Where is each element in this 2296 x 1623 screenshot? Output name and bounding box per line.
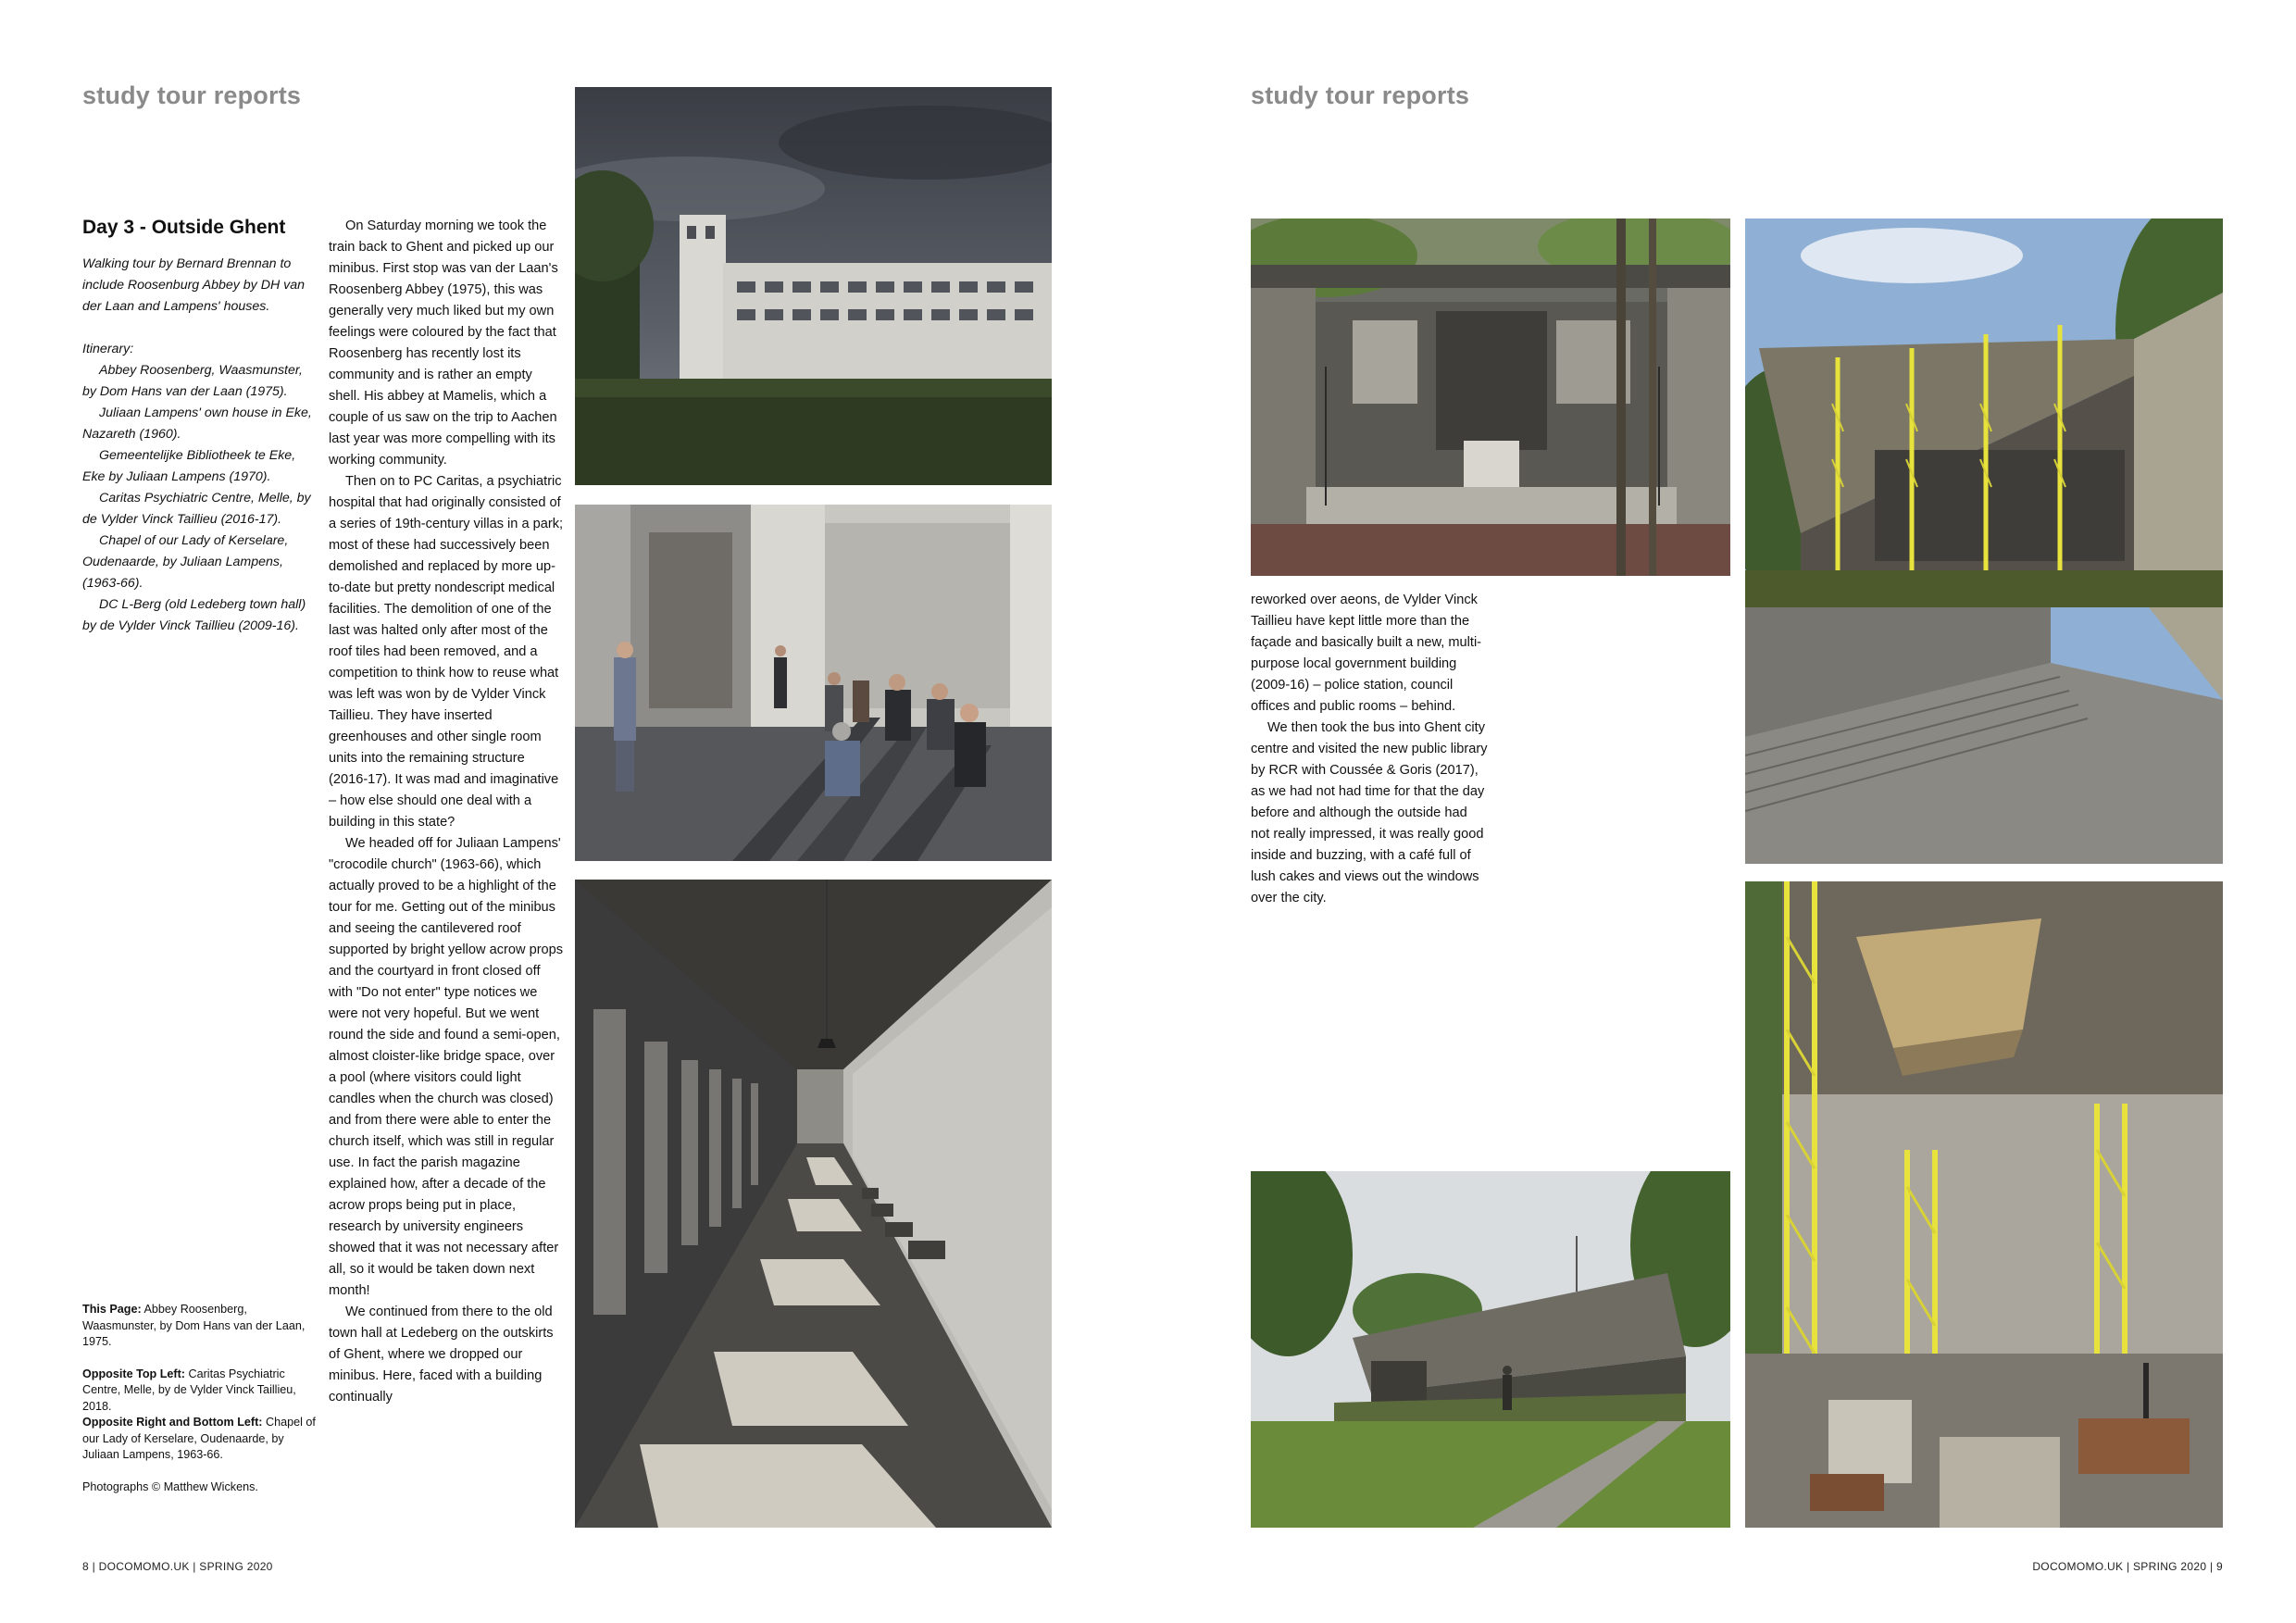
kerselare-exterior-photo	[1745, 218, 2223, 864]
abbey-chapel-group-photo	[575, 505, 1052, 861]
caption-text: Chapel of our Lady of Kerselare, Oudenaarde, by Juliaan Lampens, 1963-66.	[82, 1416, 316, 1461]
section-header-right: study tour reports	[1251, 81, 1470, 109]
intro-block	[82, 254, 316, 637]
body-paragraph: Then on to PC Caritas, a psychiatric hospital that had originally consisted of a series of 19th-century villas in a park; most of these had successively been demolished and replaced by more up-to-date but pretty nondescript medical facilities. The demolition of one of the last was halted only after most of the roof tiles had been removed, and a competition to think how to reuse what was left was won by de Vylder Vinck Taillieu. They have inserted greenhouses and other single room units into the remaining structure (2016-17). It was mad and imaginative – how else should one deal with a building in this state?	[329, 474, 564, 830]
body-column-right	[1251, 590, 1490, 909]
body-paragraph: We continued from there to the old town hall at Ledeberg on the outskirts of Ghent, where we dropped our minibus. Here, faced with a building continually	[329, 1305, 554, 1405]
itinerary-item: Chapel of our Lady of Kerselare, Oudenaarde, by Juliaan Lampens, (1963-66).	[82, 533, 289, 591]
itinerary-item: Juliaan Lampens' own house in Eke, Nazareth (1960).	[82, 406, 312, 442]
kerselare-interior-photo	[1745, 881, 2223, 1528]
photo-credit: Photographs © Matthew Wickens.	[82, 1479, 258, 1493]
itinerary-item: Gemeentelijke Bibliotheek te Eke, Eke by Juliaan Lampens (1970).	[82, 448, 296, 484]
caption-label: Opposite Top Left:	[82, 1367, 185, 1380]
abbey-corridor-photo	[575, 880, 1052, 1528]
caption-text: Caritas Psychiatric Centre, Melle, by de Vylder Vinck Taillieu, 2018.	[82, 1367, 296, 1413]
folio-left: 8 | DOCOMOMO.UK | SPRING 2020	[82, 1560, 273, 1573]
folio-right: DOCOMOMO.UK | SPRING 2020 | 9	[2032, 1560, 2223, 1573]
section-header-left: study tour reports	[82, 81, 302, 109]
intro-text: Walking tour by Bernard Brennan to include Roosenburg Abbey by DH van der Laan and Lampens' houses.	[82, 256, 306, 314]
itinerary-item: Abbey Roosenberg, Waasmunster, by Dom Hans van der Laan (1975).	[82, 363, 303, 399]
itinerary-label: Itinerary:	[82, 342, 134, 356]
caption-text: Abbey Roosenberg, Waasmunster, by Dom Hans van der Laan, 1975.	[82, 1303, 306, 1348]
body-paragraph: We then took the bus into Ghent city centre and visited the new public library by RCR with Coussée & Goris (2017), as we had not had time for that the day before and although the outside had not really impressed, it was really good inside and buzzing, with a café full of lush cakes and views out the windows over the city.	[1251, 720, 1488, 905]
abbey-exterior-photo	[575, 87, 1052, 485]
photo-captions	[82, 1302, 323, 1495]
kerselare-garden-photo	[1251, 1171, 1730, 1528]
body-paragraph: We headed off for Juliaan Lampens' "crocodile church" (1963-66), which actually proved to be a highlight of the tour for me. Getting out of the minibus and seeing the cantilevered roof supported by bright yellow acrow props and the courtyard in front closed off with "Do not enter" type notices we were not very hopeful. But we went round the side and found a semi-open, almost cloister-like bridge space, over a pool (where visitors could light candles when the church was closed) and from there were able to enter the church itself, which was still in regular use. In fact the parish magazine explained how, after a decade of the acrow props being put in place, research by university engineers showed that it was not necessary after all, so it would be taken down next month!	[329, 836, 564, 1298]
itinerary-item: Caritas Psychiatric Centre, Melle, by de Vylder Vinck Taillieu (2016-17).	[82, 491, 311, 527]
body-column-left	[329, 216, 565, 1408]
itinerary-item: DC L-Berg (old Ledeberg town hall) by de Vylder Vinck Taillieu (2009-16).	[82, 597, 306, 633]
article-title: Day 3 - Outside Ghent	[82, 217, 286, 238]
body-paragraph: reworked over aeons, de Vylder Vinck Taillieu have kept little more than the façade and basically built a new, multi-purpose local government building (2009-16) – police station, council offices and public rooms – behind.	[1251, 593, 1482, 714]
caption-label: Opposite Right and Bottom Left:	[82, 1416, 263, 1429]
caritas-greenhouse-photo	[1251, 218, 1730, 576]
caption-label: This Page:	[82, 1303, 142, 1316]
body-paragraph: On Saturday morning we took the train back to Ghent and picked up our minibus. First stop was van der Laan's Roosenberg Abbey (1975), this was generally very much liked but my own feelings were coloured by the fact that Roosenberg has recently lost its community and is rather an empty shell. His abbey at Mamelis, which a couple of us saw on the trip to Aachen last year was more compelling with its working community.	[329, 218, 558, 468]
